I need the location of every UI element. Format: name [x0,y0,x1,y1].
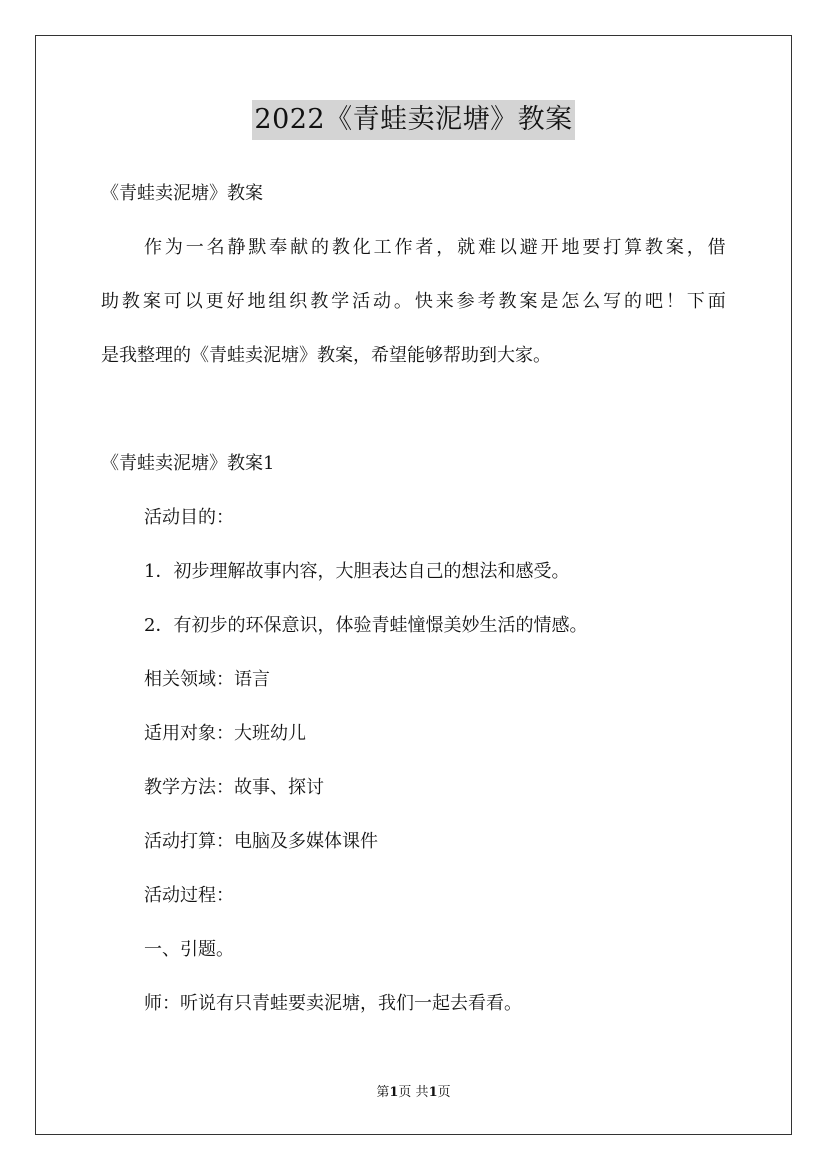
body-line: 活动打算：电脑及多媒体课件 [144,831,378,852]
intro-char: 者 [415,237,434,258]
body-line: 1．初步理解故事内容，大胆表达自己的想法和感受。 [144,561,570,582]
body-line: 师：听说有只青蛙要卖泥塘，我们一起去看看。 [144,993,522,1014]
intro-char: 地 [247,291,266,312]
intro-char: 学 [331,291,350,312]
footer-page-current: 1 [389,1085,399,1100]
intro-char: 组 [268,291,287,312]
intro-char: 的 [624,291,643,312]
intro-char: 案 [519,291,538,312]
intro-char: 助 [101,291,119,312]
intro-char: 。 [393,291,412,312]
intro-char: 奉 [269,237,288,258]
intro-char: ， [436,237,455,258]
body-line: 活动过程： [144,885,234,906]
intro-char: 吧 [644,291,663,312]
footer-page-suffix: 页 [437,1085,451,1100]
intro-char: 要 [582,237,601,258]
body-line: 相关领域：语言 [144,669,270,690]
intro-char: 教 [645,237,663,258]
intro-char: 活 [352,291,371,312]
intro-char: 打 [603,237,622,258]
intro-char: 参 [456,291,475,312]
intro-char: 案 [142,291,161,312]
subtitle: 《青蛙卖泥塘》教案 [101,183,263,204]
intro-line-3: 是我整理的《青蛙卖泥塘》教案，希望能够帮助到大家。 [101,345,551,366]
intro-char: 快 [414,291,433,312]
intro-char: 献 [290,237,309,258]
intro-line-2 [101,290,726,314]
page-footer [0,1084,827,1102]
intro-char: 写 [603,291,622,312]
intro-char: 可 [163,291,182,312]
intro-char: 算 [624,237,643,258]
intro-char: 更 [205,291,224,312]
title-container [0,100,827,140]
intro-char: 教 [498,291,517,312]
intro-char: 怎 [561,291,580,312]
intro-char: 作 [144,237,162,258]
intro-char: 就 [457,237,476,258]
intro-char: 面 [707,291,726,312]
intro-line-1 [144,236,726,260]
intro-char: 一 [185,237,204,258]
intro-char: 默 [248,237,267,258]
intro-char: 好 [226,291,245,312]
body-line: 活动目的： [144,507,234,528]
intro-char: 教 [331,237,350,258]
intro-char: 教 [121,291,140,312]
intro-char: 以 [498,237,517,258]
intro-char: 难 [478,237,496,258]
footer-page-mid: 页 共 [398,1085,429,1100]
intro-char: 工 [373,237,392,258]
intro-char: 以 [184,291,203,312]
intro-char: ！ [665,291,684,312]
intro-char: 的 [311,237,329,258]
footer-page-total: 1 [428,1085,438,1100]
body-line: 教学方法：故事、探讨 [144,777,324,798]
intro-char: 织 [289,291,308,312]
body-line: 2．有初步的环保意识，体验青蛙憧憬美妙生活的情感。 [144,615,588,636]
intro-char: 案 [665,237,684,258]
intro-char: 来 [435,291,454,312]
intro-char: 名 [206,237,225,258]
body-line: 适用对象：大班幼儿 [144,723,306,744]
intro-char: 作 [394,237,413,258]
intro-char: 下 [686,291,705,312]
intro-char: 开 [540,237,559,258]
intro-char: 动 [372,291,391,312]
intro-char: 是 [540,291,559,312]
section-heading: 《青蛙卖泥塘》教案1 [101,453,275,474]
document-title: 2022《青蛙卖泥塘》教案 [252,100,574,140]
intro-char: 地 [561,237,580,258]
body-line: 一、引题。 [144,939,234,960]
intro-char: 教 [310,291,329,312]
intro-char: 化 [352,237,371,258]
intro-char: 避 [519,237,538,258]
footer-page-prefix: 第 [376,1085,390,1100]
intro-char: 么 [582,291,601,312]
intro-char: 为 [164,237,183,258]
intro-char: 静 [227,237,246,258]
intro-char: ， [686,237,705,258]
intro-char: 考 [477,291,496,312]
intro-char: 借 [707,237,726,258]
